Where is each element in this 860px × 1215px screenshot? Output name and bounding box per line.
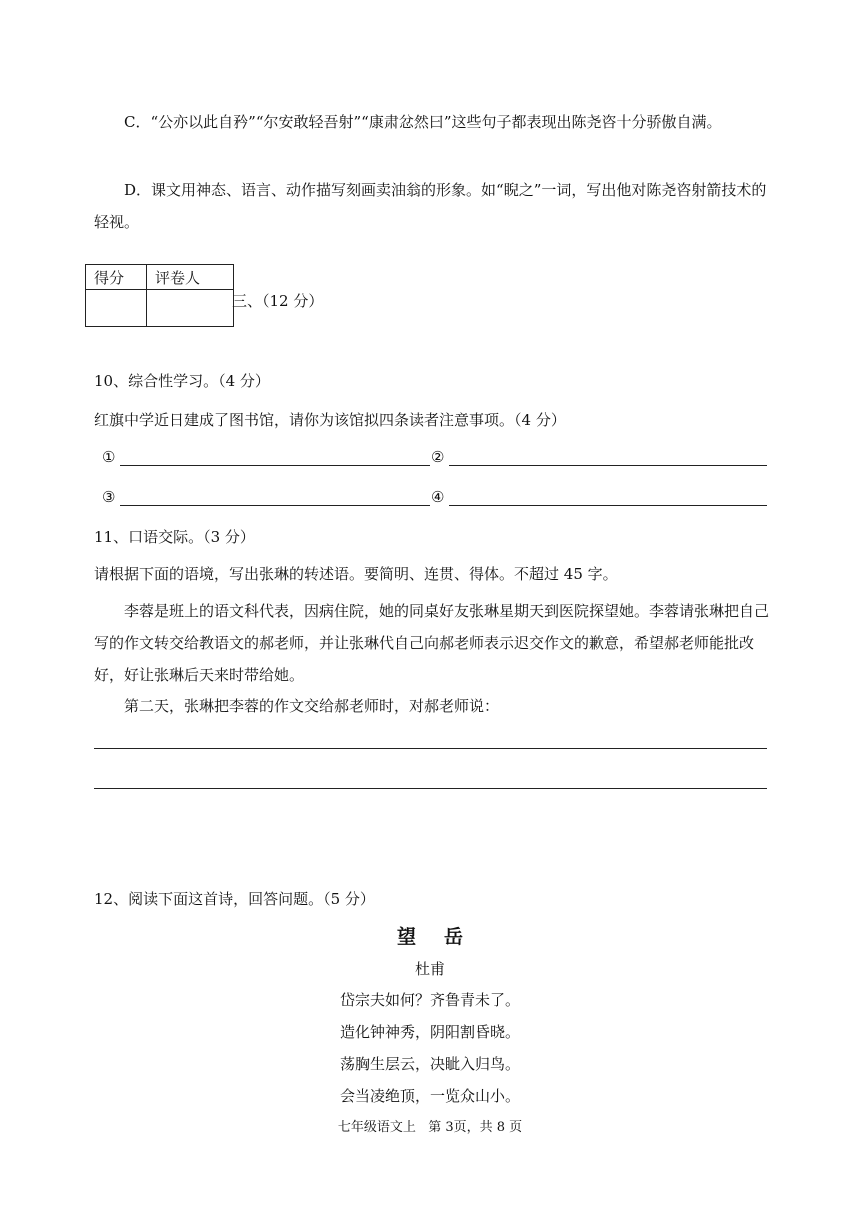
q10-prompt: 红旗中学近日建成了图书馆，请你为该馆拟四条读者注意事项。（4 分） — [94, 411, 566, 429]
score-box — [85, 264, 234, 327]
grader-label: 评卷人 — [147, 265, 234, 290]
score-label: 得分 — [86, 265, 147, 290]
answer-line-6[interactable] — [94, 788, 767, 789]
q10-heading: 10、综合性学习。（4 分） — [94, 372, 270, 390]
poem-line-4: 会当凌绝顶，一览众山小。 — [339, 1087, 520, 1105]
q9-option-d: D．课文用神态、语言、动作描写刻画卖油翁的形象。如“睨之”一词，写出他对陈尧咨射箭技术的轻视。 — [94, 181, 767, 231]
section-title: 三、（12 分） — [232, 292, 324, 310]
answer-line-4[interactable] — [449, 505, 767, 506]
poem-line-2: 造化钟神秀，阴阳割昏晓。 — [339, 1023, 520, 1041]
poem-author: 杜甫 — [414, 960, 445, 978]
answer-marker-4: ④ — [431, 488, 445, 506]
q11-heading: 11、口语交际。（3 分） — [94, 528, 255, 546]
answer-line-5[interactable] — [94, 748, 767, 749]
answer-marker-3: ③ — [102, 488, 116, 506]
q9-option-c: C．“公亦以此自矜”“尔安敢轻吾射”“康肃忿然曰”这些句子都表现出陈尧咨十分骄傲自满。 — [124, 113, 722, 131]
grader-cell — [147, 290, 234, 327]
q11-prompt: 请根据下面的语境，写出张琳的转述语。要简明、连贯、得体。不超过 45 字。 — [94, 565, 618, 583]
answer-marker-2: ② — [431, 448, 445, 466]
score-cell — [86, 290, 147, 327]
q11-lead: 第二天，张琳把李蓉的作文交给郝老师时，对郝老师说： — [124, 697, 500, 715]
answer-line-3[interactable] — [120, 505, 430, 506]
q11-context: 李蓉是班上的语文科代表，因病住院，她的同桌好友张琳星期天到医院探望她。李蓉请张琳把自己写的作文转交给教语文的郝老师，并让张琳代自己向郝老师表示迟交作文的歉意，希望郝老师能批改好，好让张琳后天来时带给她。 — [94, 602, 770, 684]
q12-heading: 12、阅读下面这首诗，回答问题。（5 分） — [94, 890, 375, 908]
poem-line-1: 岱宗夫如何？齐鲁青未了。 — [339, 991, 520, 1009]
poem-title: 望岳 — [396, 926, 491, 948]
answer-line-2[interactable] — [449, 465, 767, 466]
answer-marker-1: ① — [102, 448, 116, 466]
poem-line-3: 荡胸生层云，决眦入归鸟。 — [339, 1055, 520, 1073]
page-footer: 七年级语文上 第 3页，共 8 页 — [337, 1120, 523, 1135]
answer-line-1[interactable] — [120, 465, 430, 466]
